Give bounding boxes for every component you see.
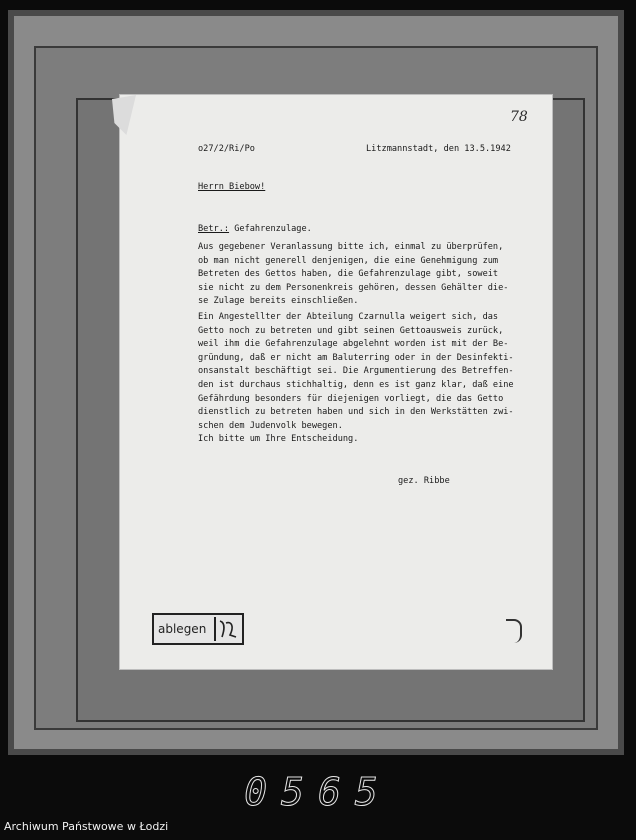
signature: gez. Ribbe bbox=[398, 476, 450, 486]
letter-page bbox=[120, 95, 552, 669]
recipient: Herrn Biebow! bbox=[198, 182, 266, 192]
ablegen-stamp bbox=[152, 613, 244, 645]
subject-line bbox=[198, 223, 312, 237]
frame-number: 0565 bbox=[244, 770, 392, 814]
archive-label: Archiwum Państwowe w Łodzi bbox=[4, 820, 169, 833]
reference-number: o27/2/Ri/Po bbox=[198, 144, 255, 154]
subject-label: Betr.: bbox=[198, 224, 230, 234]
margin-mark bbox=[506, 619, 522, 643]
paragraph: Ein Angestellter der Abteilung Czarnulla weigert sich, das Getto noch zu betreten und gibt seinen Gettoausweis zurück, weil ihm die Gefahrenzulage abgelehnt worden ist mit der Be- gründung, daß er nicht am Baluterring oder in der Desinfekti- onsanstalt beschäftigt sei. Die Argumentierung des Betreffen- den ist durchaus stichhaltig, denn es ist ganz klar, daß eine Gefährdung besonders für diejenigen vorliegt, die das Getto dienstlich zu betreten haben und sich in den Werkstätten zwi- schen dem Judenvolk bewegen. bbox=[198, 312, 514, 431]
folio-mark: 78 bbox=[510, 109, 528, 125]
place-date: Litzmannstadt, den 13.5.1942 bbox=[366, 144, 511, 154]
paragraph: Ich bitte um Ihre Entscheidung. bbox=[198, 434, 359, 444]
paragraph: Aus gegebener Veranlassung bitte ich, einmal zu überprüfen, ob man nicht generell denjenigen, die eine Genehmigung zum Betreten des Gettos haben, die Gefahrenzulage gibt, soweit sie nicht zu dem Personenkreis gehören, dessen Gehälter die- se Zulage bereits einschließen. bbox=[198, 242, 509, 307]
stamp-text: ablegen bbox=[158, 622, 207, 636]
subject-text: Gefahrenzulage. bbox=[229, 224, 312, 234]
stamp-initials bbox=[214, 617, 240, 641]
